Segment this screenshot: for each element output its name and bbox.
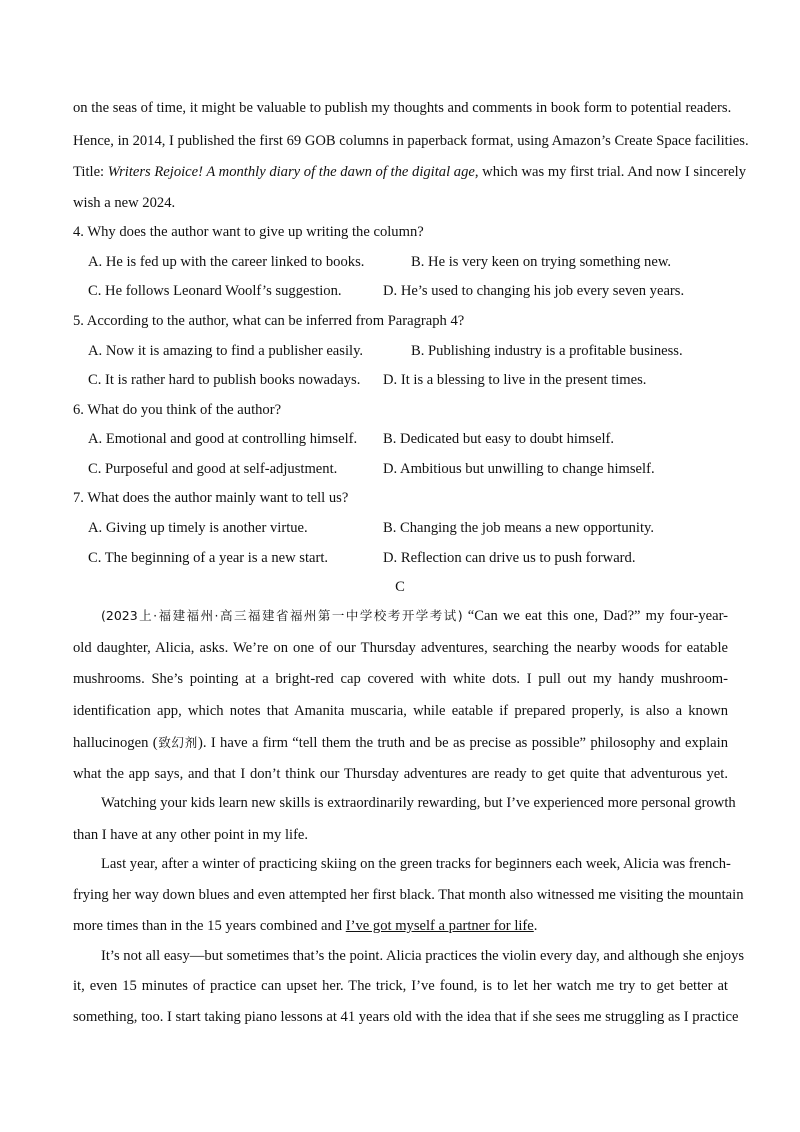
passage-line: old daughter, Alicia, asks. We’re on one of our Thursday adventures, searching the nearby woods for eatable: [73, 640, 728, 656]
passage-line: it, even 15 minutes of practice can upset her. The trick, I’ve found, is to let her watch me try to get better at: [73, 978, 728, 994]
passage-line: [101, 607, 728, 625]
option-a: A. Now it is amazing to find a publisher easily.: [88, 343, 364, 359]
passage-line: mushrooms. She’s pointing at a bright-red cap covered with white dots. I pull out my handy mushroom-: [73, 671, 728, 687]
option-a: A. He is fed up with the career linked to books.: [88, 254, 365, 270]
question-stem: 6. What do you think of the author?: [73, 402, 282, 418]
passage-line: Hence, in 2014, I published the first 69 GOB columns in paperback format, using Amazon’s Create Space facilities.: [73, 133, 749, 149]
option-d: D. It is a blessing to live in the present times.: [383, 372, 647, 388]
passage-text: more times than in the 15 years combined and: [73, 918, 346, 934]
option-b: B. Dedicated but easy to doubt himself.: [383, 431, 615, 447]
passage-line: [73, 917, 728, 935]
option-c: C. It is rather hard to publish books nowadays.: [88, 372, 361, 388]
option-d: D. Reflection can drive us to push forward.: [383, 550, 636, 566]
option-c: C. He follows Leonard Woolf’s suggestion.: [88, 283, 342, 299]
passage-text: “Can we eat this one, Dad?” my four-year-: [462, 608, 729, 624]
title-label: Title:: [73, 164, 108, 180]
option-d: D. He’s used to changing his job every seven years.: [383, 283, 685, 299]
source-note: (2023上·福建福州·高三福建省福州第一中学校考开学考试): [101, 608, 463, 623]
passage-text: hallucinogen (: [73, 735, 158, 751]
passage-line: [73, 163, 747, 181]
passage-line: Last year, after a winter of practicing skiing on the green tracks for beginners each week, Alicia was french-: [101, 856, 731, 872]
gloss-text: 致幻剂: [157, 735, 198, 750]
passage-line: frying her way down blues and even attempted her first black. That month also witnessed me visiting the mountain: [73, 887, 744, 903]
option-b: B. He is very keen on trying something new.: [411, 254, 672, 270]
option-a: A. Emotional and good at controlling himself.: [88, 431, 358, 447]
option-b: B. Publishing industry is a profitable business.: [411, 343, 683, 359]
option-c: C. The beginning of a year is a new start.: [88, 550, 329, 566]
passage-line: than I have at any other point in my life.: [73, 827, 309, 843]
option-b: B. Changing the job means a new opportunity.: [383, 520, 655, 536]
title-suffix: , which was my first trial. And now I sincerely: [474, 164, 747, 180]
underlined-phrase: I’ve got myself a partner for life: [345, 918, 534, 934]
passage-line: something, too. I start taking piano lessons at 41 years old with the idea that if she sees me struggling as I practice: [73, 1009, 739, 1025]
passage-line: what the app says, and that I don’t think our Thursday adventures are ready to get quite that adventurous yet.: [73, 766, 728, 782]
passage-text: ). I have a firm “tell them the truth and be as precise as possible” philosophy and explain: [197, 735, 729, 751]
option-d: D. Ambitious but unwilling to change himself.: [383, 461, 655, 477]
option-a: A. Giving up timely is another virtue.: [88, 520, 308, 536]
option-c: C. Purposeful and good at self-adjustment.: [88, 461, 338, 477]
passage-line: wish a new 2024.: [73, 195, 176, 211]
passage-line: Watching your kids learn new skills is extraordinarily rewarding, but I’ve experienced more personal growth: [101, 795, 736, 811]
question-stem: 7. What does the author mainly want to tell us?: [73, 490, 349, 506]
book-title: Writers Rejoice! A monthly diary of the dawn of the digital age: [107, 164, 475, 180]
passage-line: on the seas of time, it might be valuable to publish my thoughts and comments in book form to potential readers.: [73, 100, 732, 116]
question-stem: 4. Why does the author want to give up writing the column?: [73, 224, 424, 240]
passage-line: It’s not all easy—but sometimes that’s the point. Alicia practices the violin every day, and although she enjoys: [101, 948, 745, 964]
section-heading: C: [395, 579, 405, 595]
passage-line: identification app, which notes that Amanita muscaria, while eatable if prepared properly, is also a known: [73, 703, 728, 719]
passage-line: [73, 734, 728, 752]
question-stem: 5. According to the author, what can be inferred from Paragraph 4?: [73, 313, 465, 329]
passage-text: .: [533, 918, 538, 934]
